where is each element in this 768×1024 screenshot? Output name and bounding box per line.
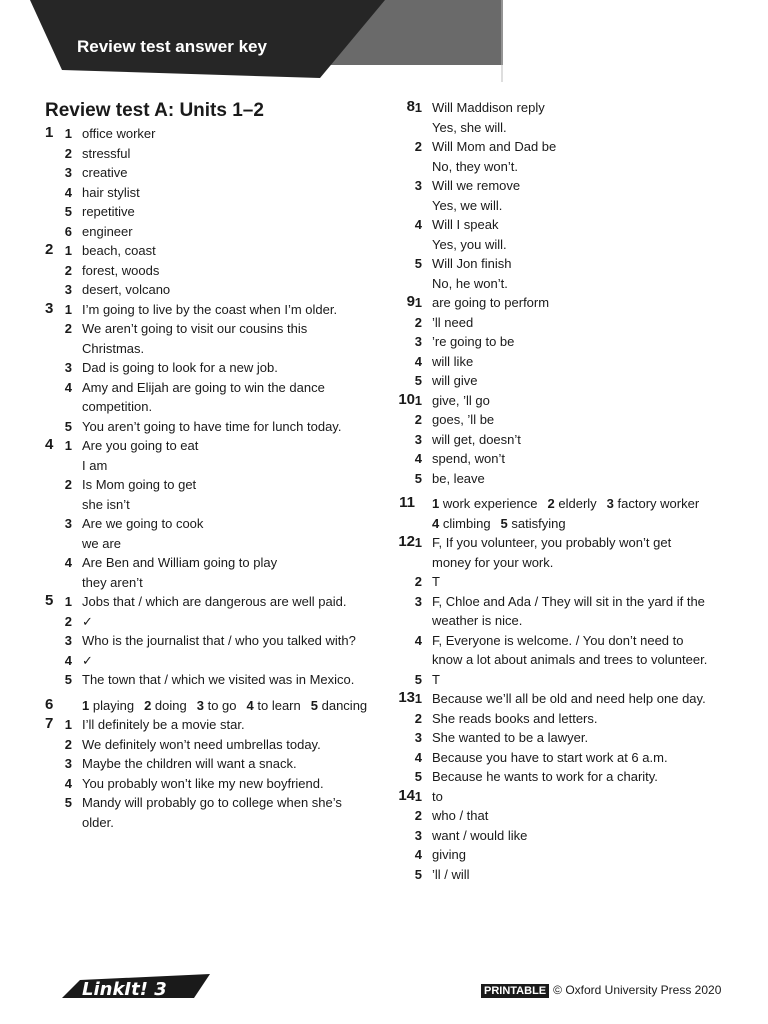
answer-text: money for your work.	[432, 554, 554, 570]
answer-text: Mandy will probably go to college when she’s	[82, 795, 342, 810]
answer-number: 4	[414, 217, 422, 232]
answer-item	[42, 793, 372, 832]
answer-number: 2	[414, 710, 422, 726]
answer-number: 2	[414, 574, 422, 589]
answer-text: No, they won’t.	[432, 158, 518, 174]
answer-item	[42, 735, 372, 755]
answer-number: 3	[414, 334, 422, 349]
answer-text: You aren’t going to have time for lunch today.	[82, 418, 342, 434]
answer-text: beach, coast	[82, 243, 156, 258]
linkit-logo	[62, 970, 212, 1004]
question-block	[392, 293, 732, 391]
answer-text: goes, ’ll be	[432, 412, 495, 427]
answer-text: we are	[82, 535, 122, 551]
question-block	[392, 787, 732, 885]
answer-number: 1	[82, 697, 90, 713]
answer-number: 5	[414, 256, 422, 271]
answer-text: satisfying	[511, 515, 566, 531]
answer-text: spend, won’t	[432, 451, 505, 466]
question-number: 8	[406, 98, 415, 115]
answer-text: Yes, we will.	[432, 197, 503, 213]
answer-item	[392, 767, 732, 787]
answer-text: ’ll / will	[432, 866, 470, 882]
answer-text: older.	[82, 814, 114, 830]
answer-number: 3	[196, 697, 204, 713]
answer-item	[392, 806, 732, 826]
answer-text: Will I speak	[432, 217, 499, 232]
answer-item	[392, 631, 732, 670]
answer-text: be, leave	[432, 470, 485, 486]
answer-text: F, If you volunteer, you probably won’t get	[432, 535, 672, 550]
answer-text: to	[432, 788, 443, 804]
answer-text: engineer	[82, 223, 133, 239]
answer-item	[42, 553, 372, 592]
answer-text: Jobs that / which are dangerous are well paid.	[82, 594, 347, 609]
answer-item	[392, 689, 732, 709]
logo-text: LinkIt! 3	[82, 979, 167, 1000]
answer-item	[42, 612, 372, 632]
answer-text: I’m going to live by the coast when I’m older.	[82, 301, 338, 317]
answer-text: Maybe the children will want a snack.	[82, 756, 297, 771]
answer-number: 5	[414, 373, 422, 388]
answer-text: competition.	[82, 399, 153, 414]
answer-item	[392, 215, 732, 254]
answer-item	[392, 293, 732, 313]
right-question-list	[392, 98, 732, 884]
answer-text: to go	[207, 697, 237, 713]
answer-item	[42, 280, 372, 300]
answer-number: 1	[414, 295, 422, 310]
answer-number: 4	[64, 775, 72, 791]
question-block	[42, 715, 372, 832]
answer-text: she isn’t	[82, 496, 130, 512]
answer-text: ’re going to be	[432, 334, 515, 349]
answer-text: Amy and Elijah are going to win the dance	[82, 379, 325, 395]
answer-item	[42, 670, 372, 690]
answer-number: 2	[64, 736, 72, 752]
question-number: 7	[45, 715, 54, 732]
answer-number: 5	[414, 470, 422, 486]
answer-item	[42, 163, 372, 183]
answer-number: 2	[547, 496, 555, 511]
question-block	[42, 241, 372, 300]
answer-item	[392, 787, 732, 807]
question-number: 4	[45, 436, 54, 453]
answer-number: 4	[414, 451, 422, 466]
answer-number: 5	[64, 795, 72, 810]
answer-number: 5	[310, 697, 318, 713]
answer-number: 3	[64, 633, 72, 648]
answer-item	[392, 572, 732, 592]
answer-number: 1	[414, 535, 422, 550]
answer-item	[392, 533, 732, 572]
answer-text: to learn	[257, 697, 301, 713]
answer-number: 3	[414, 730, 422, 745]
answer-item	[42, 631, 372, 651]
answer-number: 2	[414, 412, 422, 427]
answer-text: She wanted to be a lawyer.	[432, 730, 589, 745]
answer-item	[42, 417, 372, 437]
answer-item	[392, 332, 732, 352]
answer-number: 1	[64, 301, 72, 317]
answer-item	[42, 241, 372, 261]
answer-text: work experience	[442, 496, 538, 511]
answer-number: 4	[414, 749, 422, 765]
left-column	[42, 98, 372, 832]
answer-text: She reads books and letters.	[432, 710, 598, 726]
answer-text: will give	[432, 373, 478, 388]
answer-number: 2	[64, 321, 72, 336]
answer-item	[42, 754, 372, 774]
answer-number: 4	[414, 847, 422, 862]
answer-number: 3	[414, 593, 422, 609]
answer-text: weather is nice.	[432, 613, 523, 628]
question-number: 11	[399, 494, 415, 511]
question-block	[42, 436, 372, 592]
answer-item	[392, 410, 732, 430]
question-number: 5	[45, 592, 54, 609]
footer-credit	[481, 982, 721, 998]
answer-number: 1	[432, 496, 440, 511]
answer-text: Is Mom going to get	[82, 477, 197, 492]
question-block	[392, 98, 732, 293]
answer-text: elderly	[558, 496, 597, 511]
answer-item	[42, 261, 372, 281]
answer-number: 4	[64, 652, 72, 668]
answer-text: stressful	[82, 145, 131, 161]
question-block	[42, 300, 372, 437]
question-number: 10	[398, 390, 415, 408]
answer-number: 1	[414, 100, 422, 115]
answer-number: 5	[64, 418, 72, 434]
answer-number: 4	[246, 697, 254, 713]
answer-text: Because he wants to work for a charity.	[432, 769, 658, 784]
answer-number: 5	[64, 204, 72, 219]
question-number: 1	[45, 124, 54, 141]
question-number: 14	[398, 786, 415, 804]
answer-number: 3	[64, 756, 72, 771]
answer-number: 2	[64, 477, 72, 492]
answer-text: Yes, you will.	[432, 236, 507, 252]
answer-text: dancing	[321, 697, 368, 713]
answer-text: Will Maddison reply	[432, 100, 545, 115]
answer-item	[392, 709, 732, 729]
answer-number: 2	[414, 139, 422, 154]
answer-text: ’ll need	[432, 314, 474, 330]
answer-text: will like	[432, 353, 474, 369]
answer-text: F, Chloe and Ada / They will sit in the yard if the	[432, 593, 705, 609]
answer-text: T	[432, 574, 440, 589]
answer-text: creative	[82, 165, 128, 180]
answer-text: You probably won’t like my new boyfriend.	[82, 775, 324, 791]
answer-item	[42, 378, 372, 417]
answer-item	[392, 254, 732, 293]
answer-text: Will Mom and Dad be	[432, 139, 557, 154]
answer-item	[392, 845, 732, 865]
answer-text: We aren’t going to visit our cousins this	[82, 321, 308, 336]
answer-number: 2	[144, 697, 152, 713]
question-block	[42, 696, 372, 716]
answer-text: Are Ben and William going to play	[82, 555, 278, 570]
answer-item	[392, 449, 732, 469]
answer-number: 4	[414, 632, 422, 648]
answer-text: desert, volcano	[82, 282, 171, 297]
answer-item	[392, 391, 732, 411]
question-block	[392, 494, 732, 533]
answer-number: 3	[414, 178, 422, 193]
answer-number: 5	[414, 769, 422, 784]
inline-answer-row	[42, 696, 372, 716]
question-block	[42, 592, 372, 690]
answer-number: 2	[64, 262, 72, 278]
answer-text: T	[432, 671, 440, 687]
answer-text: repetitive	[82, 204, 135, 219]
answer-text: give, ’ll go	[432, 392, 490, 408]
answer-text: who / that	[432, 808, 489, 823]
answer-number: 4	[64, 184, 72, 200]
answer-text: Will Jon finish	[432, 256, 512, 271]
left-question-list	[42, 124, 372, 832]
answer-item	[392, 371, 732, 391]
answer-number: 2	[64, 145, 72, 161]
answer-number: 3	[64, 165, 72, 180]
answer-number: 4	[432, 515, 440, 531]
answer-item	[42, 144, 372, 164]
answer-text: Because you have to start work at 6 a.m.	[432, 749, 668, 765]
answer-number: 4	[64, 555, 72, 570]
question-block	[42, 124, 372, 241]
answer-item	[392, 670, 732, 690]
answer-text: Dad is going to look for a new job.	[82, 360, 278, 375]
answer-text: Christmas.	[82, 340, 145, 356]
inline-answer-row	[392, 494, 732, 514]
answer-item	[392, 352, 732, 372]
answer-text: No, he won’t.	[432, 275, 508, 291]
answer-number: 3	[606, 496, 614, 511]
answer-number: 6	[64, 223, 72, 239]
answer-item	[392, 98, 732, 137]
question-number: 9	[406, 293, 415, 310]
answer-item	[42, 651, 372, 671]
answer-item	[392, 176, 732, 215]
answer-item	[392, 469, 732, 489]
answer-item	[42, 202, 372, 222]
answer-item	[42, 124, 372, 144]
answer-item	[42, 592, 372, 612]
answer-text: hair stylist	[82, 184, 140, 200]
answer-text: ✓	[82, 652, 93, 668]
answer-text: We definitely won’t need umbrellas today.	[82, 736, 321, 752]
answer-number: 1	[64, 243, 72, 258]
answer-text: Are we going to cook	[82, 516, 204, 531]
answer-text: giving	[432, 847, 466, 862]
answer-item	[42, 715, 372, 735]
question-block	[392, 689, 732, 787]
question-block	[392, 533, 732, 689]
answer-item	[392, 430, 732, 450]
answer-text: want / would like	[432, 827, 528, 843]
question-block	[392, 391, 732, 489]
question-number: 13	[398, 689, 415, 706]
question-number: 12	[398, 533, 415, 550]
answer-text: Are you going to eat	[82, 438, 199, 453]
answer-text: playing	[92, 697, 135, 713]
answer-text: are going to perform	[432, 295, 550, 310]
answer-number: 2	[414, 808, 422, 823]
answer-number: 5	[64, 672, 72, 687]
answer-text: know a lot about animals and trees to volunteer.	[432, 652, 708, 667]
question-number: 3	[45, 299, 54, 317]
answer-number: 1	[64, 438, 72, 453]
answer-item	[42, 475, 372, 514]
question-number: 6	[45, 695, 54, 713]
answer-item	[42, 183, 372, 203]
answer-number: 5	[414, 866, 422, 882]
answer-item	[42, 358, 372, 378]
inline-answer-row	[392, 514, 732, 534]
answer-item	[392, 313, 732, 333]
answer-item	[42, 774, 372, 794]
answer-item	[42, 514, 372, 553]
answer-text: I’ll definitely be a movie star.	[82, 717, 245, 732]
answer-item	[392, 137, 732, 176]
answer-item	[42, 436, 372, 475]
answer-number: 1	[414, 788, 422, 804]
answer-number: 1	[64, 594, 72, 609]
printable-badge: PRINTABLE	[481, 984, 549, 998]
answer-number: 3	[414, 827, 422, 843]
question-number: 2	[45, 241, 54, 258]
answer-text: Because we’ll all be old and need help one day.	[432, 691, 706, 706]
answer-text: climbing	[442, 515, 491, 531]
answer-item	[392, 826, 732, 846]
answer-text: they aren’t	[82, 574, 143, 590]
test-title: Review test A: Units 1–2	[45, 100, 264, 121]
answer-item	[392, 728, 732, 748]
answer-number: 2	[64, 613, 72, 629]
answer-number: 4	[64, 379, 72, 395]
answer-number: 3	[414, 431, 422, 447]
answer-item	[42, 300, 372, 320]
answer-number: 5	[500, 515, 508, 531]
right-column	[392, 98, 732, 884]
answer-item	[392, 865, 732, 885]
answer-text: The town that / which we visited was in Mexico.	[82, 672, 355, 687]
copyright-text: © Oxford University Press 2020	[553, 983, 722, 997]
answer-text: factory worker	[617, 496, 700, 511]
answer-text: forest, woods	[82, 262, 160, 278]
answer-text: Yes, she will.	[432, 119, 507, 135]
answer-number: 3	[64, 282, 72, 297]
answer-number: 1	[64, 126, 72, 141]
answer-number: 4	[414, 353, 422, 369]
answer-text: I am	[82, 457, 108, 473]
answer-text: Will we remove	[432, 178, 521, 193]
answer-item	[42, 319, 372, 358]
answer-text: doing	[154, 697, 187, 713]
answer-number: 2	[414, 314, 422, 330]
answer-text: F, Everyone is welcome. / You don’t need to	[432, 632, 684, 648]
answer-number: 1	[414, 691, 422, 706]
answer-number: 5	[414, 671, 422, 687]
answer-text: ✓	[82, 613, 93, 629]
answer-number: 1	[414, 392, 422, 408]
answer-item	[392, 748, 732, 768]
answer-text: office worker	[82, 126, 156, 141]
answer-item	[392, 592, 732, 631]
answer-number: 1	[64, 717, 72, 732]
answer-text: Who is the journalist that / who you talked with?	[82, 633, 356, 648]
answer-text: will get, doesn’t	[432, 431, 521, 447]
page-header-title: Review test answer key	[77, 37, 267, 56]
answer-number: 3	[64, 516, 72, 531]
answer-item	[42, 222, 372, 242]
answer-number: 3	[64, 360, 72, 375]
